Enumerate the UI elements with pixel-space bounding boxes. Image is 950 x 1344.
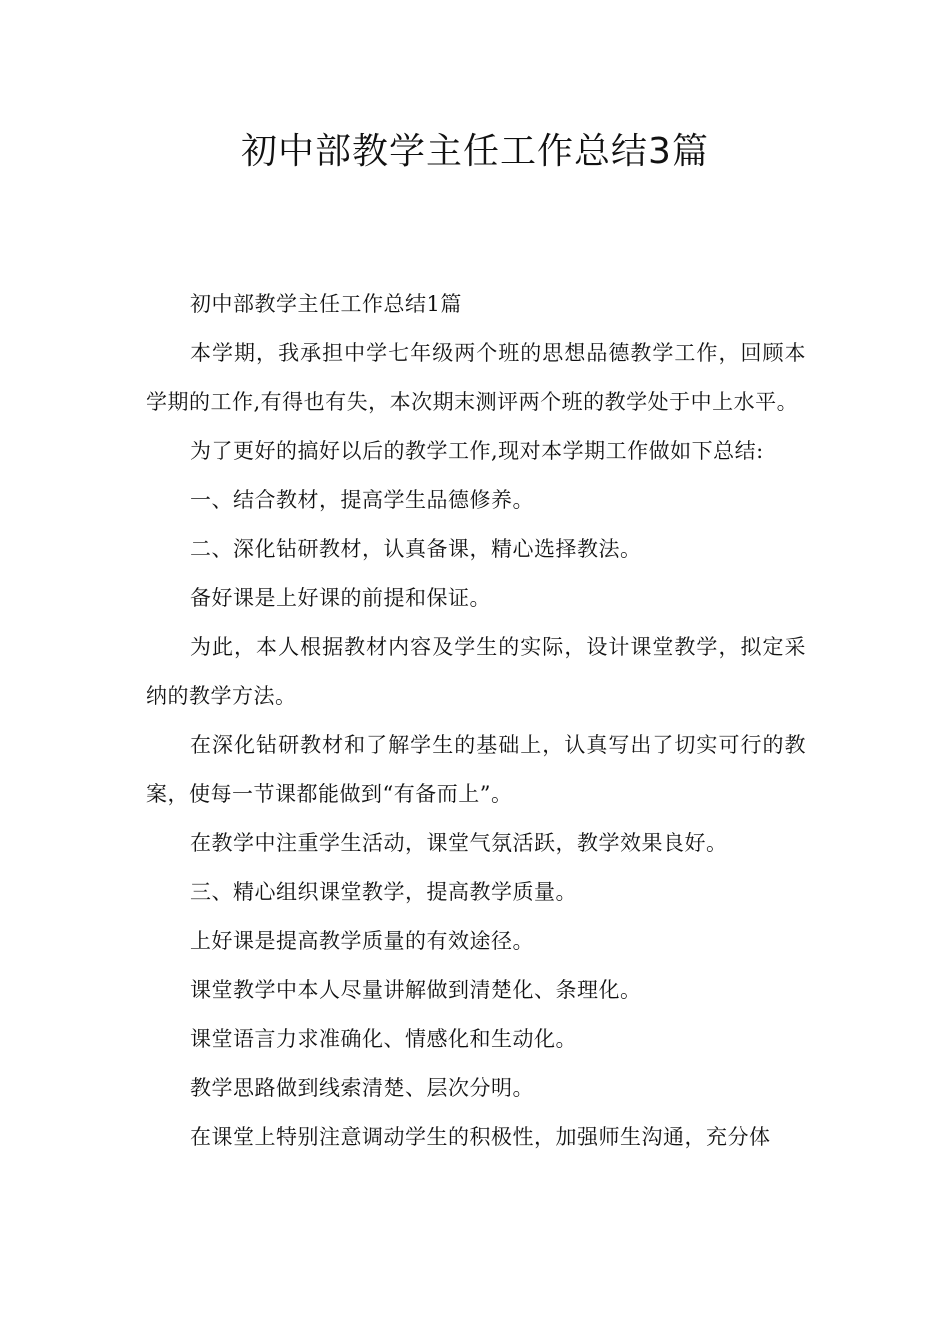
paragraph: 三、精心组织课堂教学，提高教学质量。 <box>190 880 577 904</box>
paragraph: 二、深化钻研教材，认真备课，精心选择教法。 <box>190 537 642 561</box>
paragraph: 为了更好的搞好以后的教学工作,现对本学期工作做如下总结: <box>190 439 764 463</box>
paragraph: 为此，本人根据教材内容及学生的实际，设计课堂教学，拟定采纳的教学方法。 <box>146 635 806 708</box>
section-heading: 初中部教学主任工作总结1篇 <box>190 292 462 316</box>
paragraph: 教学思路做到线索清楚、层次分明。 <box>190 1076 534 1100</box>
paragraph: 备好课是上好课的前提和保证。 <box>190 586 491 610</box>
paragraph: 课堂语言力求准确化、情感化和生动化。 <box>190 1027 577 1051</box>
paragraph: 上好课是提高教学质量的有效途径。 <box>190 929 534 953</box>
document-body <box>146 280 806 1162</box>
paragraph: 在深化钻研教材和了解学生的基础上，认真写出了切实可行的教案，使每一节课都能做到“有备而上”。 <box>146 733 806 806</box>
paragraph: 在课堂上特别注意调动学生的积极性，加强师生沟通，充分体 <box>190 1125 771 1149</box>
paragraph: 课堂教学中本人尽量讲解做到清楚化、条理化。 <box>190 978 642 1002</box>
paragraph: 在教学中注重学生活动，课堂气氛活跃，教学效果良好。 <box>190 831 728 855</box>
paragraph: 本学期，我承担中学七年级两个班的思想品德教学工作，回顾本学期的工作,有得也有失，本次期末测评两个班的教学处于中上水平。 <box>146 341 806 414</box>
document-title: 初中部教学主任工作总结3篇 <box>241 131 709 172</box>
paragraph: 一、结合教材，提高学生品德修养。 <box>190 488 534 512</box>
